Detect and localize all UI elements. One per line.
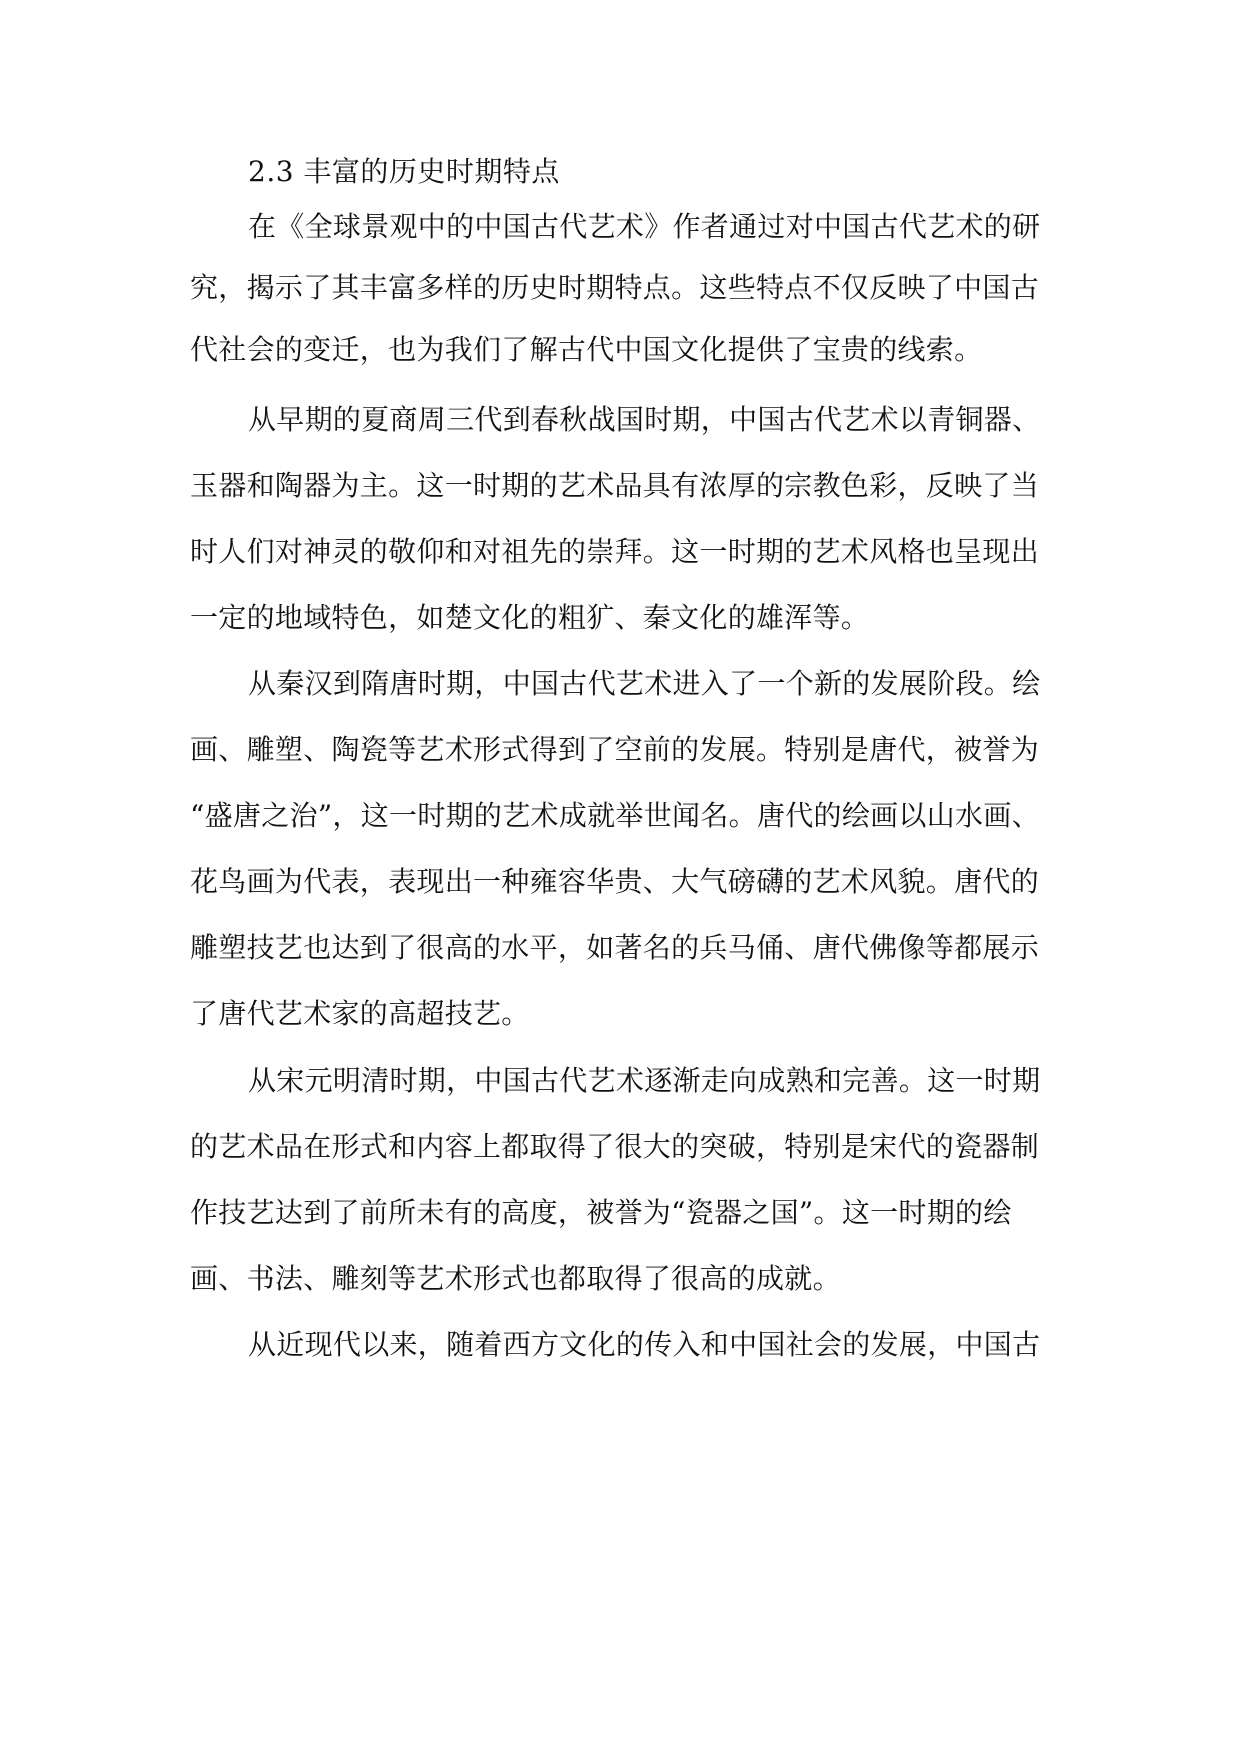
text-line: 雕塑技艺也达到了很高的水平，如著名的兵马俑、唐代佛像等都展示	[190, 931, 1040, 964]
text-line: 时人们对神灵的敬仰和对祖先的崇拜。这一时期的艺术风格也呈现出	[190, 535, 1040, 568]
text-line: 画、书法、雕刻等艺术形式也都取得了很高的成就。	[190, 1262, 841, 1295]
text-line: 画、雕塑、陶瓷等艺术形式得到了空前的发展。特别是唐代，被誉为	[190, 733, 1040, 766]
text-line: 从宋元明清时期，中国古代艺术逐渐走向成熟和完善。这一时期	[248, 1064, 1041, 1097]
section-heading: 2.3 丰富的历史时期特点	[248, 155, 560, 188]
text-line: 花鸟画为代表，表现出一种雍容华贵、大气磅礴的艺术风貌。唐代的	[190, 865, 1040, 898]
text-line: 在《全球景观中的中国古代艺术》作者通过对中国古代艺术的研	[248, 210, 1041, 243]
text-line: 代社会的变迁，也为我们了解古代中国文化提供了宝贵的线索。	[190, 333, 983, 366]
text-line: 一定的地域特色，如楚文化的粗犷、秦文化的雄浑等。	[190, 601, 870, 634]
text-line: 作技艺达到了前所未有的高度，被誉为“瓷器之国”。这一时期的绘	[190, 1196, 1012, 1229]
text-line: 的艺术品在形式和内容上都取得了很大的突破，特别是宋代的瓷器制	[190, 1130, 1040, 1163]
text-line: “盛唐之治”，这一时期的艺术成就举世闻名。唐代的绘画以山水画、	[190, 799, 1040, 832]
text-line: 从近现代以来，随着西方文化的传入和中国社会的发展，中国古	[248, 1328, 1041, 1361]
text-line: 究，揭示了其丰富多样的历史时期特点。这些特点不仅反映了中国古	[190, 271, 1040, 304]
text-line: 玉器和陶器为主。这一时期的艺术品具有浓厚的宗教色彩，反映了当	[190, 469, 1040, 502]
text-line: 从早期的夏商周三代到春秋战国时期，中国古代艺术以青铜器、	[248, 403, 1041, 436]
text-line: 了唐代艺术家的高超技艺。	[190, 997, 530, 1030]
text-line: 从秦汉到隋唐时期，中国古代艺术进入了一个新的发展阶段。绘	[248, 667, 1041, 700]
